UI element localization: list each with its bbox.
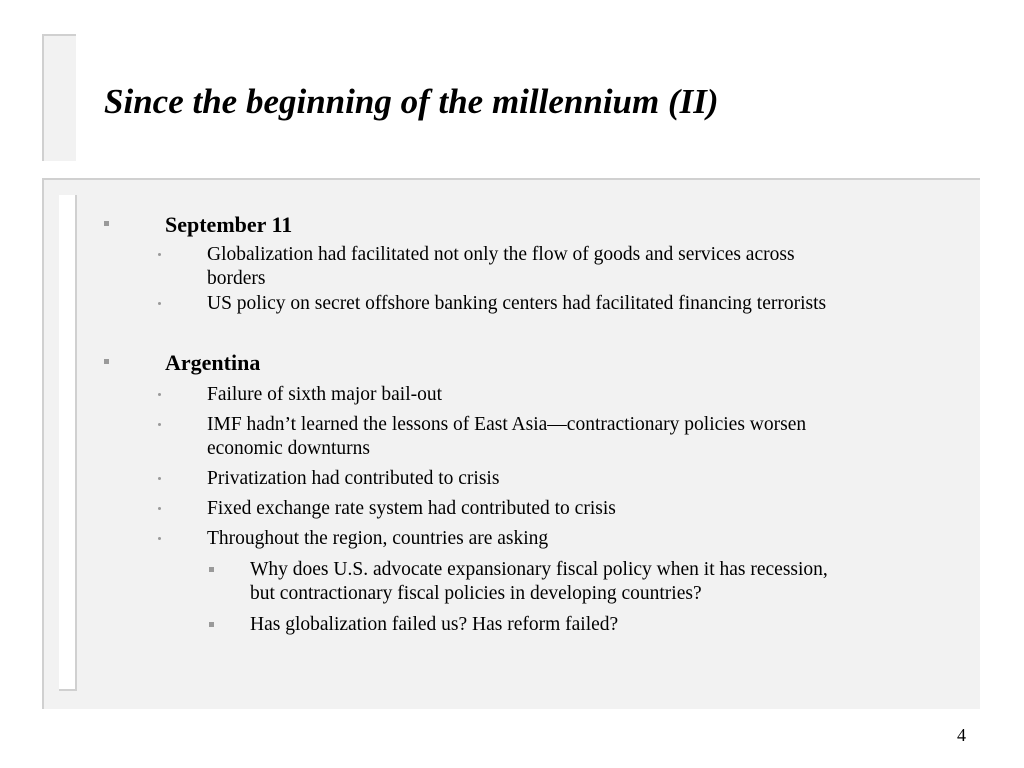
title-accent-bar bbox=[42, 34, 76, 161]
list-item bbox=[207, 413, 806, 461]
square-bullet-icon bbox=[104, 221, 109, 226]
square-bullet-icon bbox=[104, 359, 109, 364]
dot-bullet-icon bbox=[158, 393, 161, 396]
list-item-line: IMF hadn’t learned the lessons of East Asia—contractionary policies worsen bbox=[207, 414, 807, 435]
sub-list-item bbox=[250, 558, 828, 606]
sub-list-item bbox=[250, 613, 618, 637]
list-item-line: Globalization had facilitated not only the flow of goods and services across bbox=[207, 244, 795, 265]
dot-bullet-icon bbox=[158, 253, 161, 256]
section-heading-argentina bbox=[165, 350, 260, 376]
list-item-line: economic downturns bbox=[207, 438, 371, 459]
list-item-line: Privatization had contributed to crisis bbox=[207, 468, 500, 489]
sub-list-item-line: Has globalization failed us? Has reform failed? bbox=[250, 614, 619, 635]
square-bullet-icon bbox=[209, 622, 214, 627]
section-heading-text: Argentina bbox=[165, 350, 261, 375]
dot-bullet-icon bbox=[158, 507, 161, 510]
list-item bbox=[207, 292, 826, 316]
list-item-line: Fixed exchange rate system had contributed to crisis bbox=[207, 498, 616, 519]
page-number: 4 bbox=[957, 725, 966, 745]
dot-bullet-icon bbox=[158, 302, 161, 305]
list-item-line: US policy on secret offshore banking centers had facilitated financing terrorists bbox=[207, 293, 827, 314]
dot-bullet-icon bbox=[158, 477, 161, 480]
sub-list-item-line: but contractionary fiscal policies in developing countries? bbox=[250, 583, 702, 604]
list-item-line: Throughout the region, countries are asking bbox=[207, 528, 549, 549]
slide-title: Since the beginning of the millennium (II) bbox=[104, 82, 719, 121]
list-item bbox=[207, 383, 442, 407]
list-item-line: borders bbox=[207, 268, 266, 289]
list-item-line: Failure of sixth major bail-out bbox=[207, 384, 443, 405]
section-heading-text: September 11 bbox=[165, 212, 293, 237]
list-item bbox=[207, 527, 548, 551]
dot-bullet-icon bbox=[158, 537, 161, 540]
list-item bbox=[207, 467, 499, 491]
section-heading-september-11 bbox=[165, 212, 292, 238]
list-item bbox=[207, 243, 795, 291]
list-item bbox=[207, 497, 616, 521]
square-bullet-icon bbox=[209, 567, 214, 572]
sub-list-item-line: Why does U.S. advocate expansionary fiscal policy when it has recession, bbox=[250, 559, 828, 580]
dot-bullet-icon bbox=[158, 423, 161, 426]
content-inner-frame bbox=[59, 195, 77, 691]
